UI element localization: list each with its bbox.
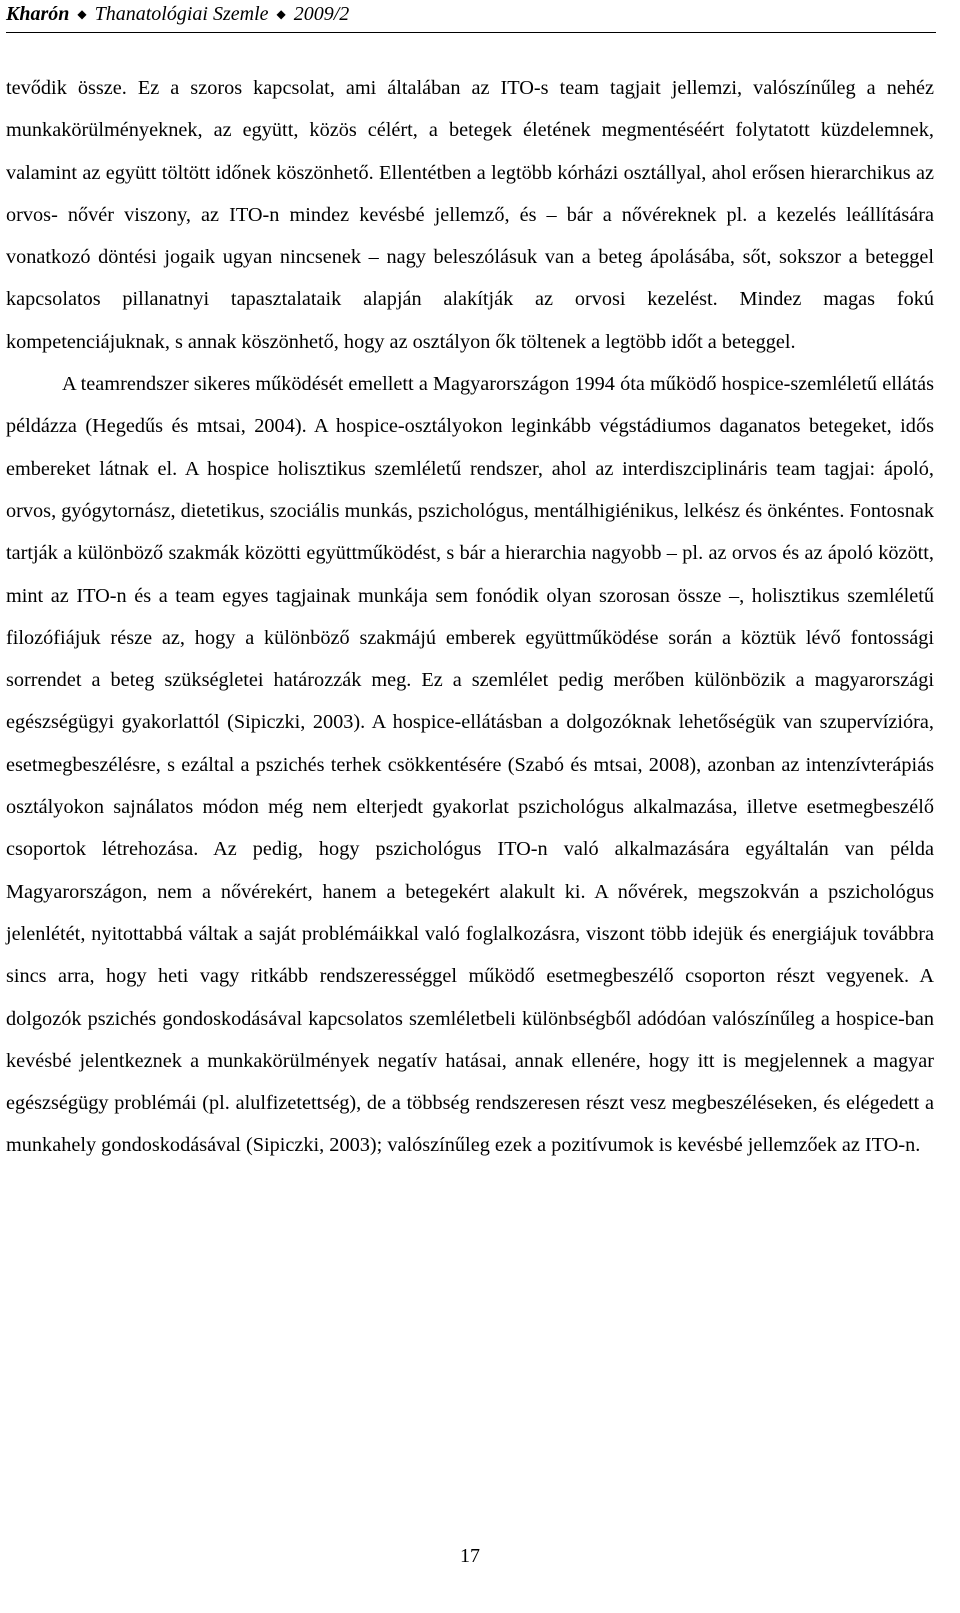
header-rule — [6, 32, 936, 33]
paragraph-continuation: tevődik össze. Ez a szoros kapcsolat, ami általában az ITO-s team tagjait jellemzi, valószínűleg a nehéz munkakörülményeknek, az együtt, közös célért, a betegek életének megmentéséért folytatott küzdelemnek, valamint az együtt töltött időnek köszönhető. Ellentétben a legtöbb kórházi osztállyal, ahol erősen hierarchikus az orvos- nővér viszony, az ITO-n mindez kevésbé jellemző, és – bár a nővéreknek pl. a kezelés leállítására vonatkozó döntési jogaik ugyan nincsenek – nagy beleszólásuk van a beteg ápolásába, sőt, sokszor a beteggel kapcsolatos pillanatnyi tapasztalataik alapján alakítják az orvosi kezelést. Mindez magas fokú kompetenciájuknak, s annak köszönhető, hogy az osztályon ők töltenek a legtöbb időt a beteggel. — [6, 77, 934, 353]
diamond-separator-icon: ◆ — [276, 7, 286, 21]
running-header — [6, 2, 349, 26]
journal-subtitle: Thanatológiai Szemle — [94, 3, 269, 25]
body-text — [6, 67, 934, 1167]
paragraph-teamrendszer: A teamrendszer sikeres működését emellett a Magyarországon 1994 óta működő hospice-szemléletű ellátás példázza (Hegedűs és mtsai, 2004). A hospice-osztályokon leginkább végstádiumos daganatos betegeket, idős embereket látnak el. A hospice holisztikus szemléletű rendszer, ahol az interdiszciplináris team tagjai: ápoló, orvos, gyógytornász, dietetikus, szociális munkás, pszichológus, mentálhigiénikus, lelkész és önkéntes. Fontosnak tartják a különböző szakmák közötti együttműködést, s bár a hierarchia nagyobb – pl. az orvos és az ápoló között, mint az ITO-n és a team egyes tagjainak munkája sem fonódik olyan szorosan össze –, holisztikus szemléletű filozófiájuk része az, hogy a különböző szakmájú emberek együttműködése során a köztük lévő fontossági sorrendet a beteg szükségletei határozzák meg. Ez a szemlélet pedig merőben különbözik a magyarországi egészségügyi gyakorlattól (Sipiczki, 2003). A hospice-ellátásban a dolgozóknak lehetőségük van szupervízióra, esetmegbeszélésre, s ezáltal a pszichés terhek csökkentésére (Szabó és mtsai, 2008), azonban az intenzívterápiás osztályokon sajnálatos módon még nem elterjedt gyakorlat pszichológus alkalmazása, illetve esetmegbeszélő csoportok létrehozása. Az pedig, hogy pszichológus ITO-n való alkalmazására egyáltalán van példa Magyarországon, nem a nővérekért, hanem a betegekért alakult ki. A nővérek, megszokván a pszichológus jelenlétét, nyitottabbá váltak a saját problémáikkal való foglalkozásra, viszont több idejük és energiájuk továbbra sincs arra, hogy heti vagy ritkább rendszerességgel működő esetmegbeszélő csoporton részt vegyenek. A dolgozók pszichés gondoskodásával kapcsolatos szemléletbeli különbségből adódóan valószínűleg a hospice-ban kevésbé jelentkeznek a munkakörülmények negatív hatásai, annak ellenére, hogy itt is megjelennek a magyar egészségügy problémái (pl. alulfizetettség), de a többség rendszeresen részt vesz megbeszéléseken, és elégedett a munkahely gondoskodásával (Sipiczki, 2003); valószínűleg ezek a pozitívumok is kevésbé jellemzőek az ITO-n. — [6, 373, 934, 1157]
journal-title: Kharón — [6, 3, 70, 25]
diamond-separator-icon: ◆ — [77, 7, 87, 21]
page-number: 17 — [460, 1545, 480, 1567]
issue-number: 2009/2 — [293, 3, 350, 25]
